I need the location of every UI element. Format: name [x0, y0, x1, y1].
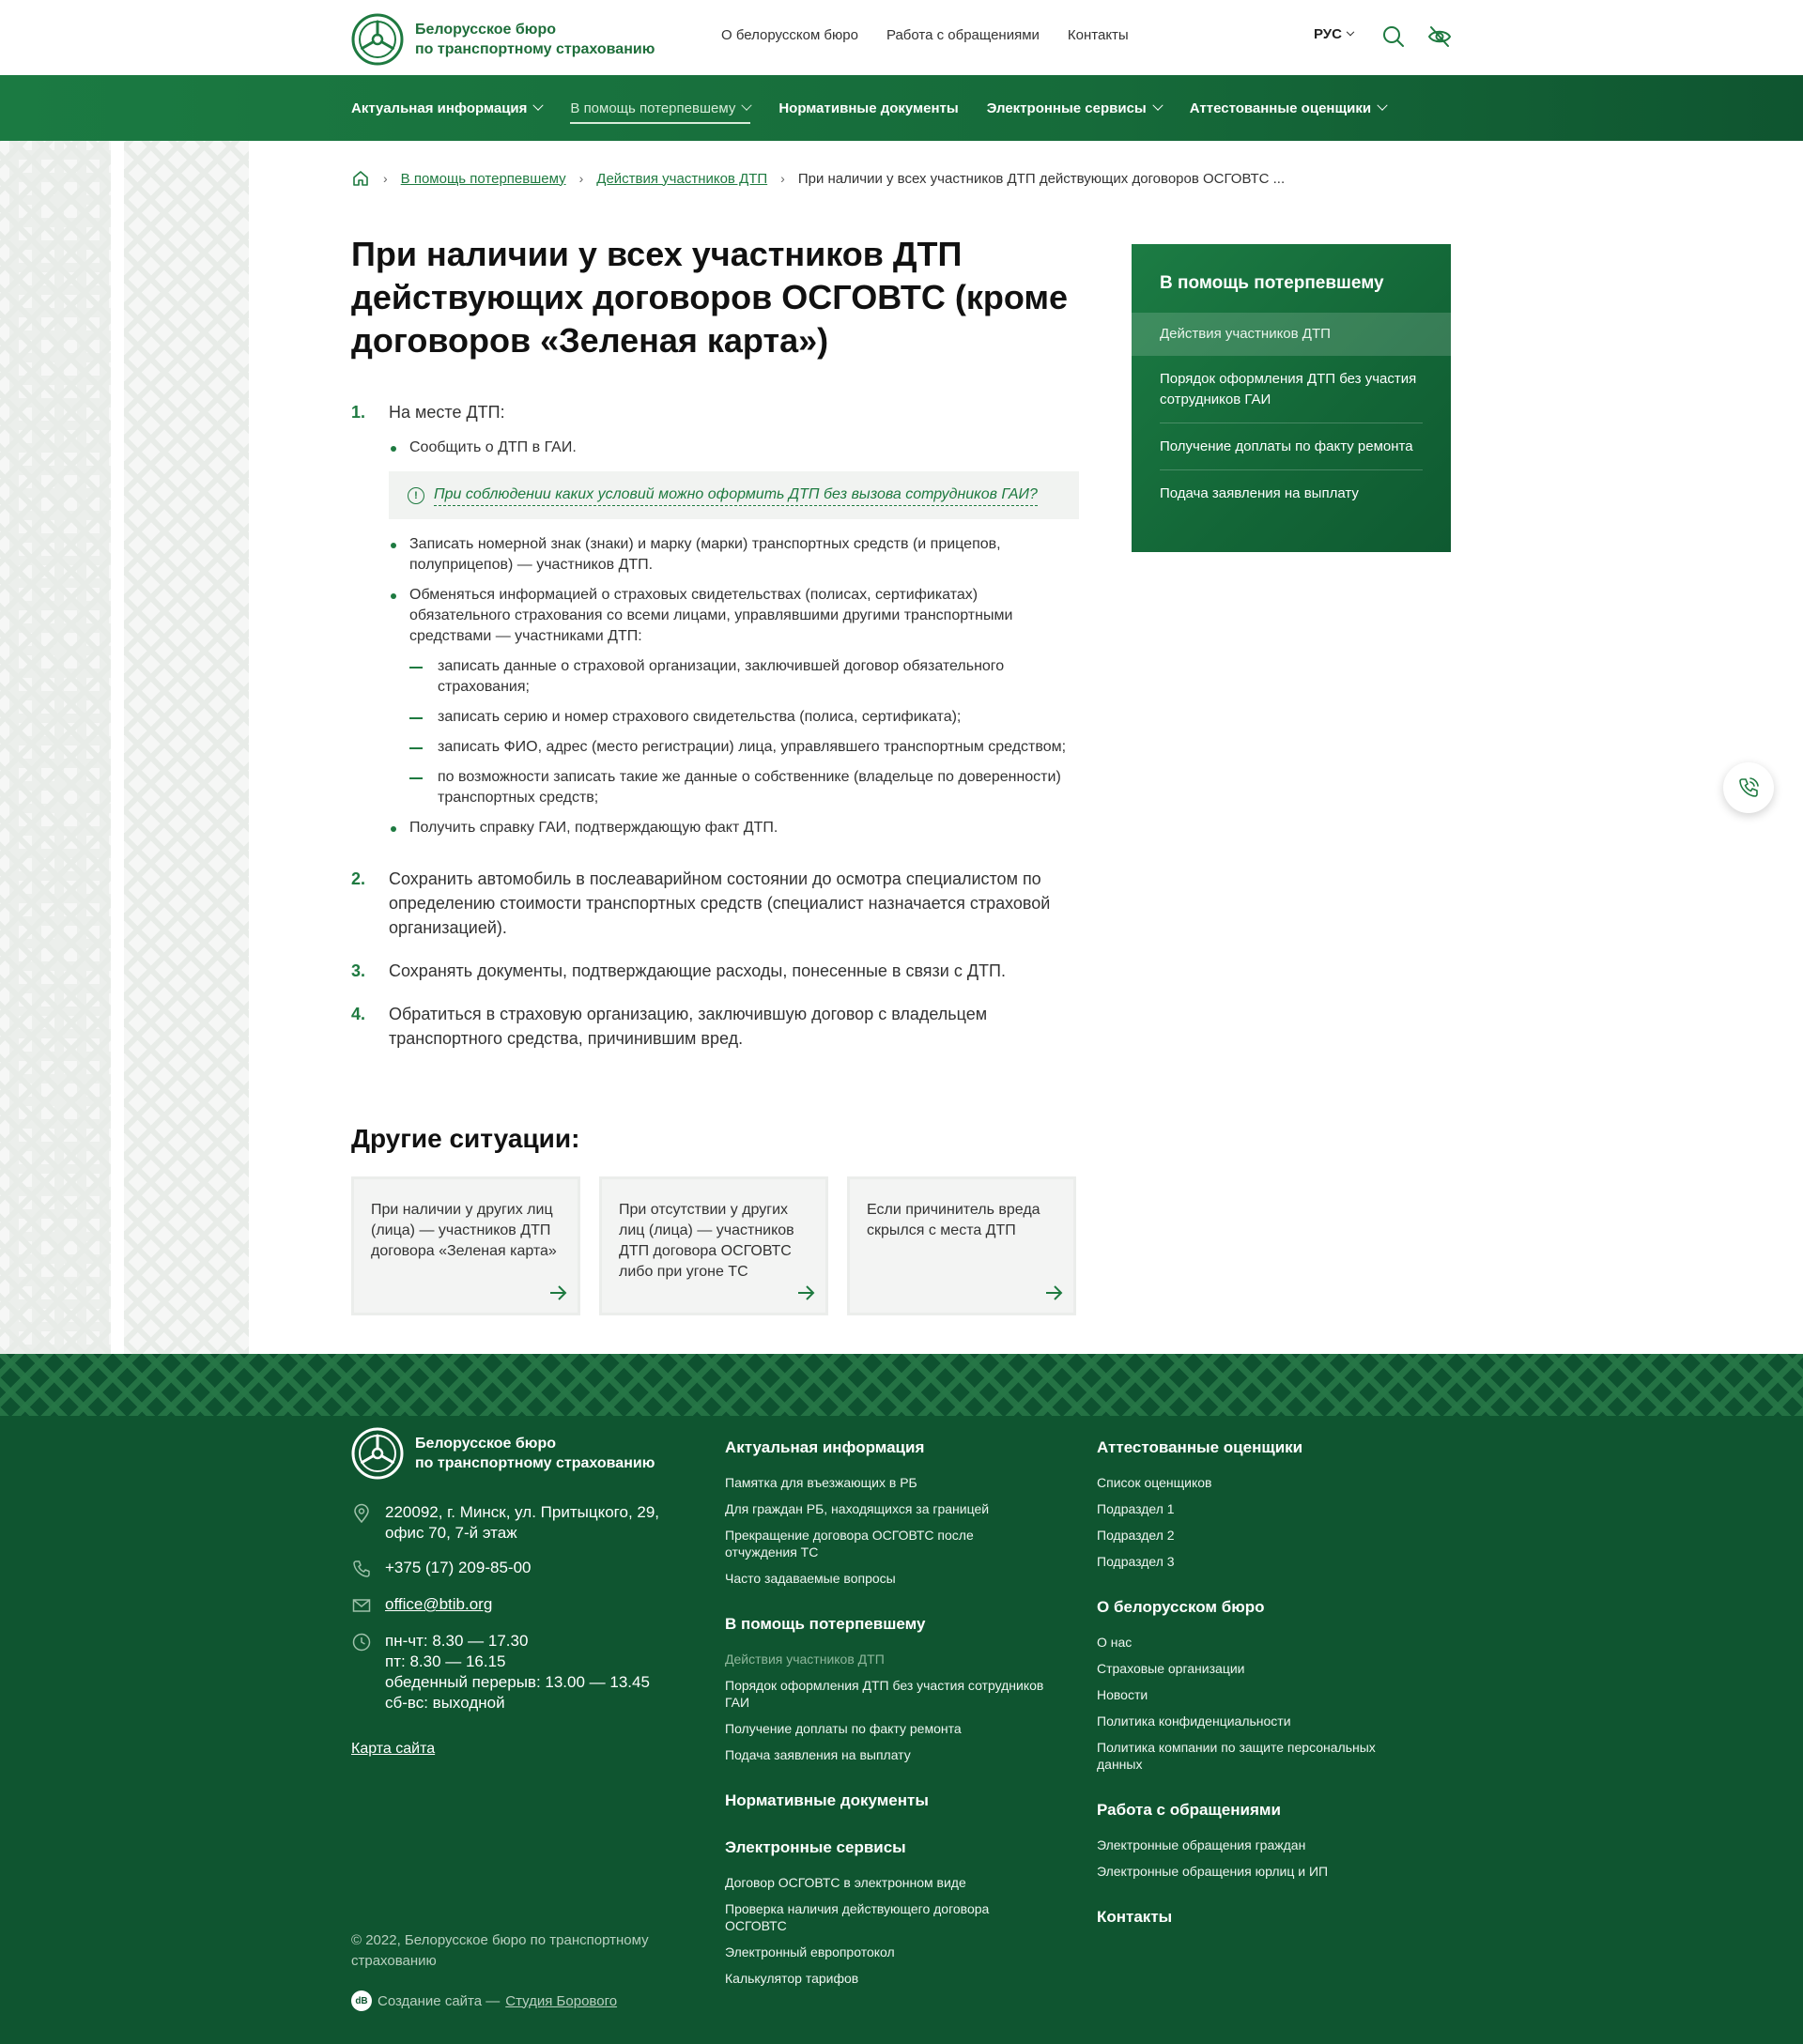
chevron-down-icon: [1152, 100, 1163, 111]
chevron-down-icon: [1377, 100, 1387, 111]
gai-conditions-note[interactable]: [389, 471, 1079, 519]
side-ornament: [0, 141, 249, 1354]
footer-link[interactable]: Прекращение договора ОСГОВТС после отчуждения ТС: [725, 1528, 974, 1560]
dash-item: записать ФИО, адрес (место регистрации) лица, управлявшего транспортным средством;: [409, 737, 1079, 758]
situation-card[interactable]: [599, 1176, 828, 1315]
mail-icon: [351, 1595, 372, 1616]
situation-card[interactable]: [847, 1176, 1076, 1315]
studio-logo-icon: dB: [351, 1990, 372, 2011]
email-link[interactable]: office@btib.org: [385, 1595, 493, 1613]
step-item: [351, 867, 1079, 940]
logo-wheel-icon: [351, 13, 404, 66]
callback-button[interactable]: [1723, 762, 1774, 813]
nav-item-actual[interactable]: [351, 100, 542, 116]
step-number: 2.: [351, 869, 366, 888]
phone-call-icon: [1736, 776, 1761, 800]
footer-heading-actual[interactable]: Актуальная информация: [725, 1438, 925, 1456]
footer-hours: [351, 1631, 650, 1714]
step-item: [351, 1002, 1079, 1051]
nav-item-appraisers[interactable]: [1190, 100, 1386, 116]
logo-wheel-icon: [351, 1427, 404, 1480]
main-nav: [0, 75, 1803, 141]
logo-line2: по транспортному страхованию: [415, 41, 655, 57]
breadcrumb-separator-icon: ›: [383, 171, 388, 186]
step-number: 3.: [351, 961, 366, 980]
dash-item: по возможности записать такие же данные о собственнике (владельце по доверенности) транспортных средств;: [409, 767, 1079, 808]
footer-link[interactable]: Электронные обращения граждан: [1097, 1837, 1306, 1852]
sidebar-item-payout[interactable]: Подача заявления на выплату: [1160, 485, 1359, 501]
nav-item-help[interactable]: [570, 100, 750, 116]
arrow-right-icon: [547, 1283, 568, 1303]
footer-link[interactable]: Получение доплаты по факту ремонта: [725, 1721, 962, 1736]
footer-link[interactable]: Список оценщиков: [1097, 1475, 1212, 1490]
nav-label: Нормативные документы: [778, 100, 959, 116]
dash-item: записать серию и номер страхового свидетельства (полиса, сертификата);: [409, 707, 1079, 728]
footer-link[interactable]: Подраздел 1: [1097, 1501, 1175, 1516]
nav-item-eservices[interactable]: [987, 100, 1162, 116]
logo-line2: по транспортному страхованию: [415, 1455, 655, 1471]
studio-credit: [351, 1990, 617, 2011]
chevron-down-icon: [1347, 27, 1354, 35]
step-text: Сохранять документы, подтверждающие расходы, понесенные в связи с ДТП.: [389, 961, 1006, 980]
copyright: © 2022, Белорусское бюро по транспортному страхованию: [351, 1932, 649, 1969]
footer-link[interactable]: Калькулятор тарифов: [725, 1971, 859, 1986]
sidebar-title: В помощь потерпевшему: [1160, 273, 1384, 293]
footer-link[interactable]: Подача заявления на выплату: [725, 1747, 911, 1762]
home-icon[interactable]: [351, 169, 370, 188]
breadcrumb: [351, 169, 1285, 188]
hours-line: обеденный перерыв: 13.00 — 13.45: [385, 1673, 650, 1691]
step-text: На месте ДТП:: [389, 403, 505, 422]
top-link-contacts[interactable]: Контакты: [1067, 27, 1129, 43]
situation-cards: [351, 1176, 1079, 1315]
footer-link[interactable]: Договор ОСГОВТС в электронном виде: [725, 1875, 966, 1890]
language-label: РУС: [1314, 26, 1342, 42]
footer-link[interactable]: Часто задаваемые вопросы: [725, 1571, 896, 1586]
steps-list: [351, 400, 1079, 1051]
hours-line: пн-чт: 8.30 — 17.30: [385, 1632, 529, 1650]
sitemap-link[interactable]: Карта сайта: [351, 1741, 436, 1757]
step-item: [351, 400, 1079, 848]
phone-link[interactable]: +375 (17) 209-85-00: [385, 1559, 532, 1576]
search-icon[interactable]: [1381, 24, 1406, 49]
footer-link[interactable]: О нас: [1097, 1635, 1133, 1650]
logo-line1: Белорусское бюро: [415, 1436, 556, 1452]
footer-logo[interactable]: [351, 1427, 655, 1480]
step1-bullets: [389, 438, 1079, 838]
footer-heading-eservices[interactable]: Электронные сервисы: [725, 1838, 906, 1856]
clock-icon: [351, 1632, 372, 1652]
bullet-item: Получить справку ГАИ, подтверждающую факт ДТП.: [389, 818, 1079, 838]
breadcrumb-link-actions[interactable]: Действия участников ДТП: [596, 170, 768, 187]
nav-label: Актуальная информация: [351, 100, 528, 116]
sidebar-item-surcharge[interactable]: Получение доплаты по факту ремонта: [1132, 423, 1451, 470]
nav-label: Аттестованные оценщики: [1189, 100, 1372, 116]
footer-heading-contacts[interactable]: Контакты: [1097, 1908, 1173, 1926]
card-text: При наличии у других лиц (лица) — участников ДТП договора «Зеленая карта»: [371, 1202, 557, 1259]
site-logo[interactable]: [351, 13, 655, 66]
hours-line: сб-вс: выходной: [385, 1694, 505, 1712]
footer-link[interactable]: Памятка для въезжающих в РБ: [725, 1475, 917, 1490]
footer-link[interactable]: Новости: [1097, 1687, 1148, 1702]
step-item: [351, 959, 1079, 983]
footer-link[interactable]: Политика конфиденциальности: [1097, 1714, 1291, 1729]
footer-link[interactable]: Подраздел 2: [1097, 1528, 1175, 1543]
footer-link[interactable]: Для граждан РБ, находящихся за границей: [725, 1501, 990, 1516]
footer-link-active[interactable]: Действия участников ДТП: [725, 1652, 885, 1667]
breadcrumb-separator-icon: ›: [780, 171, 785, 186]
footer-link[interactable]: Политика компании по защите персональных данных: [1097, 1740, 1376, 1772]
arrow-right-icon: [795, 1283, 816, 1303]
logo-line1: Белорусское бюро: [415, 22, 556, 38]
breadcrumb-current: При наличии у всех участников ДТП действующих договоров ОСГОВТС ...: [797, 170, 1286, 187]
info-icon: !: [408, 487, 424, 504]
nav-label: В помощь потерпевшему: [570, 100, 736, 116]
section-sidebar: [1132, 244, 1451, 552]
logo-text: [415, 20, 655, 59]
footer-heading-help[interactable]: В помощь потерпевшему: [725, 1615, 926, 1633]
dash-list: [409, 656, 1079, 808]
footer-link[interactable]: Порядок оформления ДТП без участия сотрудников ГАИ: [725, 1678, 1044, 1710]
bullet-item: Сообщить о ДТП в ГАИ.: [389, 438, 1079, 458]
footer-ornament: [0, 1354, 1803, 1416]
bullet-item: Записать номерной знак (знаки) и марку (марки) транспортных средств (и прицепов, полуприцепов) — участников ДТП.: [389, 534, 1079, 576]
top-nav: [721, 27, 1129, 43]
bullet-item: [389, 585, 1079, 808]
footer-link[interactable]: Страховые организации: [1097, 1661, 1245, 1676]
site-header: [0, 0, 1803, 75]
footer-heading-appraisers[interactable]: Аттестованные оценщики: [1097, 1438, 1303, 1456]
footer-heading-about[interactable]: О белорусском бюро: [1097, 1598, 1265, 1616]
chevron-down-icon: [742, 100, 752, 111]
dash-item: записать данные о страховой организации, заключившей договор обязательного страхования;: [409, 656, 1079, 698]
note-link-text: При соблюдении каких условий можно оформить ДТП без вызова сотрудников ГАИ?: [434, 484, 1038, 506]
nav-item-docs[interactable]: [778, 100, 958, 116]
arrow-right-icon: [1043, 1283, 1064, 1303]
studio-link[interactable]: Студия Борового: [505, 1992, 618, 2009]
chevron-down-icon: [533, 100, 544, 111]
footer-link[interactable]: Подраздел 3: [1097, 1554, 1175, 1569]
top-link-about[interactable]: О белорусском бюро: [721, 27, 858, 43]
footer-phone: [351, 1558, 531, 1579]
hours-line: пт: 8.30 — 16.15: [385, 1652, 506, 1670]
accessibility-eye-icon[interactable]: [1427, 24, 1452, 49]
situation-card[interactable]: [351, 1176, 580, 1315]
footer-column-2: [725, 1438, 1044, 2021]
main-content: [351, 233, 1079, 1315]
location-pin-icon: [351, 1503, 372, 1524]
phone-icon: [351, 1559, 372, 1579]
address-text: 220092, г. Минск, ул. Притыцкого, 29, офис 70, 7-й этаж: [385, 1503, 660, 1542]
bullet-text: Обменяться информацией о страховых свидетельствах (полисах, сертификатах) обязательного страхования со всеми лицами, управлявшими другими транспортными средствами — участниками ДТП:: [409, 587, 1013, 644]
footer-address: [351, 1502, 680, 1544]
footer-heading-norm[interactable]: Нормативные документы: [725, 1791, 929, 1809]
language-selector[interactable]: [1314, 26, 1353, 42]
footer-heading-appeals[interactable]: Работа с обращениями: [1097, 1801, 1281, 1819]
card-text: Если причинитель вреда скрылся с места ДТП: [867, 1202, 1040, 1238]
footer-email: [351, 1594, 492, 1616]
sidebar-item-no-gai[interactable]: Порядок оформления ДТП без участия сотрудников ГАИ: [1132, 356, 1451, 423]
step-text: Сохранить автомобиль в послеаварийном состоянии до осмотра специалистом по определению стоимости транспортных средств (специалист назначается страховой организацией).: [389, 869, 1051, 937]
nav-label: Электронные сервисы: [986, 100, 1147, 116]
breadcrumb-link-help[interactable]: В помощь потерпевшему: [400, 170, 566, 187]
other-situations-title: Другие ситуации:: [351, 1124, 580, 1153]
page-title: При наличии у всех участников ДТП действующих договоров ОСГОВТС (кроме договоров «Зеленая карта»): [351, 235, 1069, 360]
breadcrumb-separator-icon: ›: [578, 171, 584, 186]
footer-link[interactable]: Электронные обращения юрлиц и ИП: [1097, 1864, 1329, 1879]
top-link-appeals[interactable]: Работа с обращениями: [886, 27, 1040, 43]
sidebar-item-actions[interactable]: Действия участников ДТП: [1132, 313, 1451, 356]
step-text: Обратиться в страховую организацию, заключившую договор с владельцем транспортного средства, причинившим вред.: [389, 1005, 988, 1048]
footer-column-3: [1097, 1438, 1416, 1960]
card-text: При отсутствии у других лиц (лица) — участников ДТП договора ОСГОВТС либо при угоне ТС: [619, 1202, 794, 1280]
site-footer: [0, 1354, 1803, 2044]
footer-link[interactable]: Проверка наличия действующего договора ОСГОВТС: [725, 1901, 990, 1933]
step-number: 4.: [351, 1005, 366, 1023]
footer-logo-text: [415, 1434, 655, 1473]
step-number: 1.: [351, 403, 366, 422]
studio-prefix: Создание сайта —: [378, 1992, 501, 2009]
footer-link[interactable]: Электронный европротокол: [725, 1944, 895, 1959]
